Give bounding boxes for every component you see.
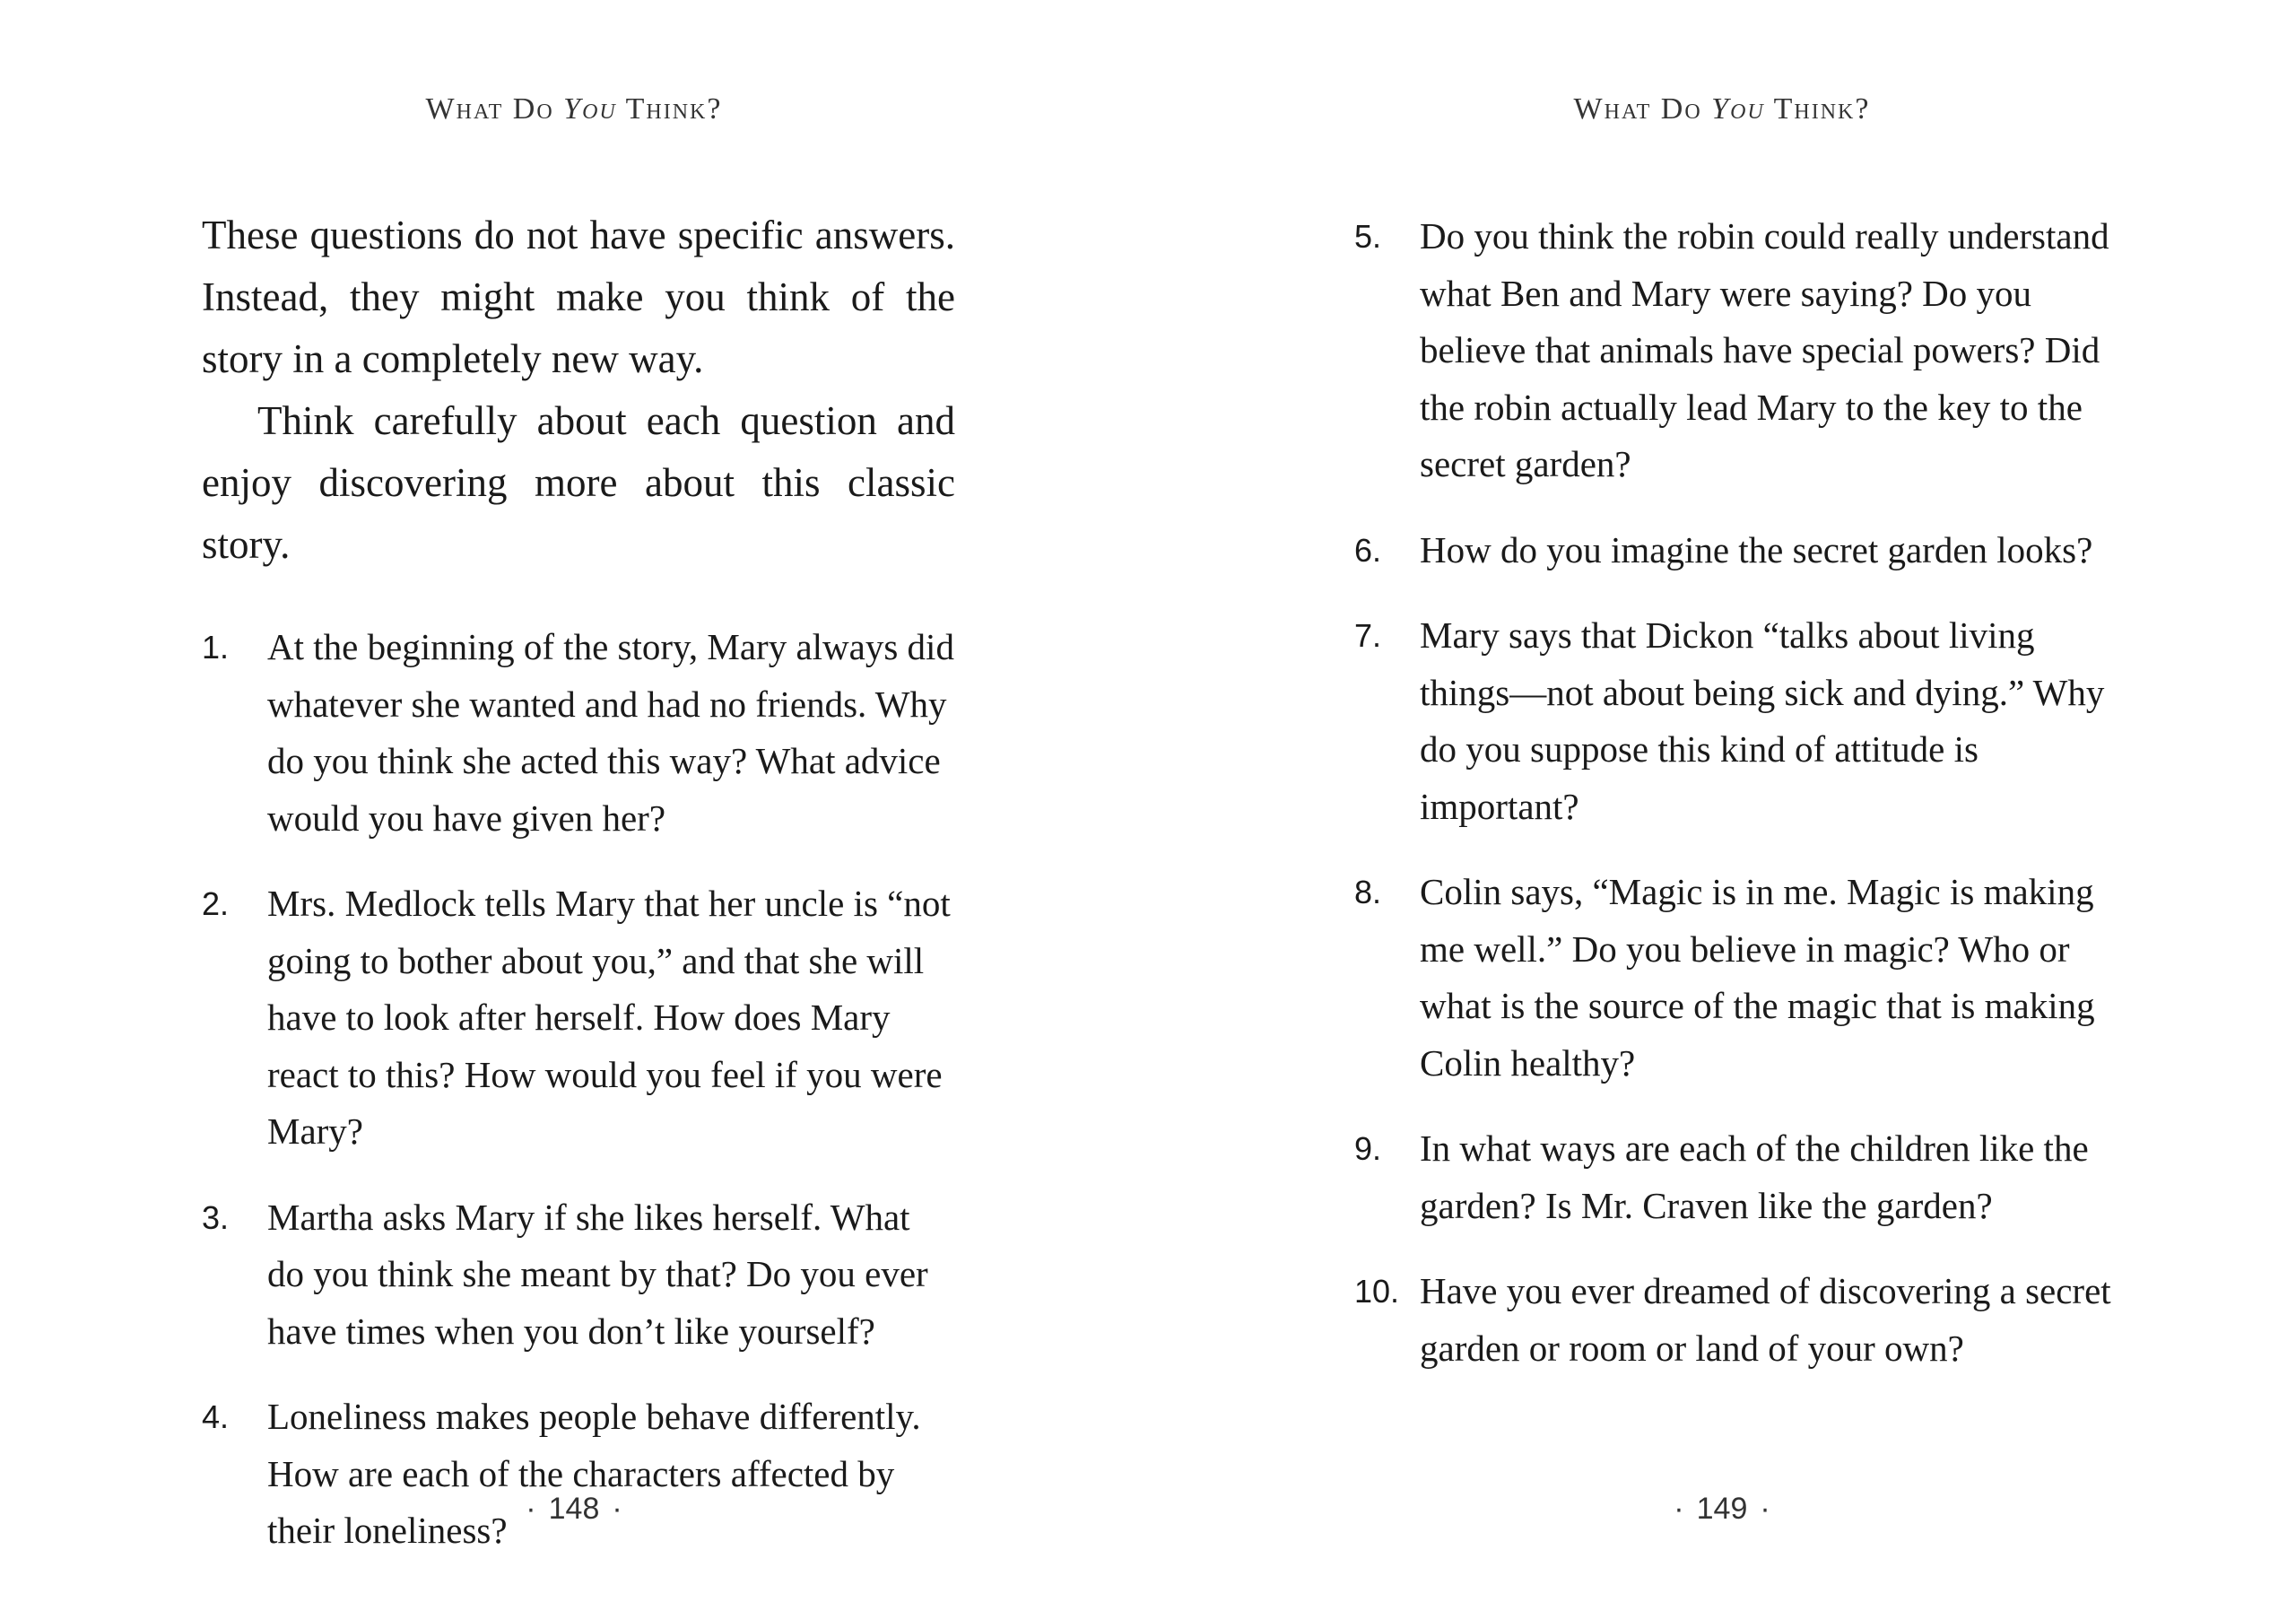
left-body bbox=[202, 205, 955, 1589]
question-item bbox=[1354, 208, 2126, 493]
question-list bbox=[202, 619, 955, 1560]
question-text: In what ways are each of the children like the garden? Is Mr. Craven like the garden? bbox=[1420, 1127, 2089, 1226]
question-text: How do you imagine the secret garden looks? bbox=[1420, 528, 2093, 570]
page-number bbox=[0, 1489, 1148, 1528]
question-item bbox=[1354, 607, 2126, 835]
question-number: 9. bbox=[1354, 1130, 1382, 1167]
question-text: Have you ever dreamed of discovering a secret garden or room or land of your own? bbox=[1420, 1270, 2111, 1369]
question-item bbox=[1354, 522, 2126, 579]
question-text: Loneliness makes people behave differently. How are each of the characters affected by their loneliness? bbox=[267, 1396, 921, 1551]
question-number: 8. bbox=[1354, 874, 1382, 910]
running-head bbox=[1148, 90, 2296, 129]
question-item bbox=[1354, 1120, 2126, 1234]
question-text: Mary says that Dickon “talks about living things—not about being sick and dying.” Why do you suppose this kind of attitude is important? bbox=[1420, 614, 2105, 827]
question-text: Martha asks Mary if she likes herself. What do you think she meant by that? Do you ever have times when you don’t like yourself? bbox=[267, 1196, 928, 1352]
running-head-part1: What Do bbox=[425, 92, 564, 126]
question-text: Colin says, “Magic is in me. Magic is making me well.” Do you believe in magic? Who or what is the source of the magic that is making Colin healthy? bbox=[1420, 871, 2095, 1084]
folio-dot: · bbox=[526, 1492, 536, 1526]
question-item bbox=[202, 1189, 955, 1361]
folio-number: 149 bbox=[1696, 1492, 1748, 1526]
running-head-part3: Think? bbox=[616, 92, 723, 126]
question-item bbox=[202, 619, 955, 847]
folio-number: 148 bbox=[548, 1492, 600, 1526]
running-head-emphasis: You bbox=[1711, 92, 1765, 126]
question-number: 5. bbox=[1354, 218, 1382, 255]
folio-dot: · bbox=[1760, 1492, 1770, 1526]
folio-dot: · bbox=[1674, 1492, 1684, 1526]
question-number: 4. bbox=[202, 1398, 230, 1435]
question-number: 1. bbox=[202, 629, 230, 666]
question-item bbox=[1354, 864, 2126, 1092]
question-number: 7. bbox=[1354, 617, 1382, 654]
question-number: 10. bbox=[1354, 1273, 1400, 1310]
running-head-part3: Think? bbox=[1764, 92, 1871, 126]
question-text: Do you think the robin could really understand what Ben and Mary were saying? Do you believe that animals have special powers? Did the robin actually lead Mary to the key to the secret garden? bbox=[1420, 215, 2109, 484]
question-list bbox=[1354, 208, 2126, 1377]
question-item bbox=[1354, 1263, 2126, 1377]
intro-paragraph: Think carefully about each question and enjoy discovering more about this classic story. bbox=[202, 398, 955, 567]
running-head-emphasis: You bbox=[563, 92, 617, 126]
right-body bbox=[1354, 208, 2126, 1406]
question-item bbox=[202, 875, 955, 1161]
question-text: Mrs. Medlock tells Mary that her uncle is “not going to bother about you,” and that she will have to look after herself. How does Mary react to this? How would you feel if you were Mary? bbox=[267, 883, 951, 1152]
running-head-part1: What Do bbox=[1573, 92, 1712, 126]
question-number: 6. bbox=[1354, 531, 1382, 569]
right-page bbox=[1148, 0, 2296, 1602]
question-number: 2. bbox=[202, 885, 230, 922]
folio-dot: · bbox=[612, 1492, 622, 1526]
question-text: At the beginning of the story, Mary always did whatever she wanted and had no friends. Why do you think she acted this way? What advice would you have given her? bbox=[267, 626, 954, 839]
page-number bbox=[1148, 1489, 2296, 1528]
intro-paragraph: These questions do not have specific answers. Instead, they might make you think of the story in a completely new way. bbox=[202, 213, 955, 381]
question-number: 3. bbox=[202, 1198, 230, 1236]
running-head bbox=[0, 90, 1148, 129]
question-item bbox=[202, 1389, 955, 1560]
